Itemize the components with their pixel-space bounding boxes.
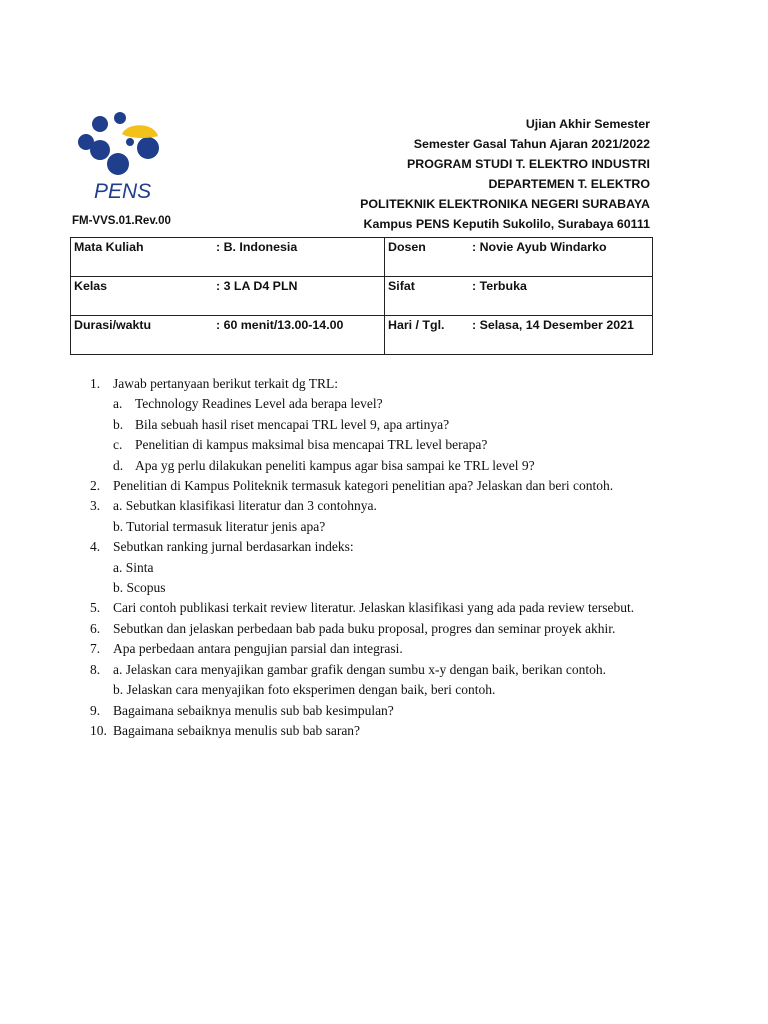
question-7 [90,639,680,659]
info-cell [385,277,653,316]
question-text: a. Jelaskan cara menyajikan gambar grafik dengan sumbu x-y dengan baik, berikan contoh. [113,661,606,677]
question-number: 5. [90,600,101,616]
info-row [71,277,653,316]
form-code: FM-VVS.01.Rev.00 [72,215,171,227]
question-3b: b. Tutorial termasuk literatur jenis apa? [113,518,326,534]
question-8b: b. Jelaskan cara menyajikan foto eksperimen dengan baik, beri contoh. [113,682,496,698]
sub-text: Apa yg perlu dilakukan peneliti kampus agar bisa sampai ke TRL level 9? [135,457,535,473]
lecturer-label: Dosen [388,240,426,254]
sub-letter: c. [113,437,123,453]
course-value: : B. Indonesia [216,240,298,254]
question-number: 7. [90,641,101,657]
question-10 [90,721,680,741]
header-line-institution: POLITEKNIK ELEKTRONIKA NEGERI SURABAYA [360,197,650,211]
sub-text: Penelitian di kampus maksimal bisa mencapai TRL level berapa? [135,437,488,453]
question-9 [90,701,680,721]
header-line-exam: Ujian Akhir Semester [525,117,650,131]
date-label: Hari / Tgl. [388,318,445,332]
course-label: Mata Kuliah [74,240,144,254]
question-2 [90,476,680,496]
exam-info-table [70,237,653,355]
question-text: Cari contoh publikasi terkait review literatur. Jelaskan klasifikasi yang ada pada review tersebut. [113,600,635,616]
lecturer-value: : Novie Ayub Windarko [472,240,607,254]
question-6 [90,619,680,639]
question-text: Penelitian di Kampus Politeknik termasuk kategori penelitian apa? Jelaskan dan beri contoh. [113,478,614,494]
question-4a: a. Sinta [113,559,154,575]
info-cell [71,238,385,277]
class-value: : 3 LA D4 PLN [216,279,298,293]
question-1a [90,394,680,414]
exam-header [360,114,650,234]
sub-letter: b. [113,416,124,432]
info-cell [385,238,653,277]
pens-logo-mark [72,108,172,204]
question-text: Bagaimana sebaiknya menulis sub bab saran? [113,722,361,738]
question-text: a. Sebutkan klasifikasi literatur dan 3 contohnya. [113,498,377,514]
question-list [90,374,680,741]
info-cell [71,316,385,355]
date-value: : Selasa, 14 Desember 2021 [472,318,634,332]
question-number: 8. [90,661,101,677]
question-number: 6. [90,620,101,636]
nature-label: Sifat [388,279,415,293]
duration-value: : 60 menit/13.00-14.00 [216,318,344,332]
info-row [71,316,653,355]
header-line-program: PROGRAM STUDI T. ELEKTRO INDUSTRI [407,157,650,171]
question-number: 1. [90,376,101,391]
header-line-semester: Semester Gasal Tahun Ajaran 2021/2022 [413,137,650,151]
question-1 [90,374,680,394]
question-8 [90,660,680,680]
question-number: 10. [90,722,107,738]
sub-letter: d. [113,457,124,473]
question-text: Apa perbedaan antara pengujian parsial dan integrasi. [113,641,403,657]
sub-text: Technology Readines Level ada berapa level? [135,396,383,412]
question-text: Sebutkan dan jelaskan perbedaan bab pada buku proposal, progres dan seminar proyek akhir. [113,620,616,636]
nature-value: : Terbuka [472,279,527,293]
question-1d [90,456,680,476]
pens-logo-text: PENS [94,180,152,203]
question-number: 9. [90,702,101,718]
duration-label: Durasi/waktu [74,318,152,332]
question-4b: b. Scopus [113,580,166,596]
question-4 [90,537,680,557]
question-number: 2. [90,478,101,494]
question-number: 3. [90,498,101,514]
pens-logo [72,108,172,204]
question-1c [90,435,680,455]
class-label: Kelas [74,279,108,293]
header-line-department: DEPARTEMEN T. ELEKTRO [488,177,650,191]
info-row [71,238,653,277]
question-text: Sebutkan ranking jurnal berdasarkan indeks: [113,539,354,555]
question-3 [90,496,680,516]
info-cell [71,277,385,316]
question-text: Bagaimana sebaiknya menulis sub bab kesimpulan? [113,702,394,718]
question-5 [90,598,680,618]
sub-text: Bila sebuah hasil riset mencapai TRL level 9, apa artinya? [135,416,450,432]
question-text: Jawab pertanyaan berikut terkait dg TRL: [113,376,339,391]
question-1b [90,415,680,435]
header-line-address: Kampus PENS Keputih Sukolilo, Surabaya 60111 [363,217,650,231]
question-number: 4. [90,539,101,555]
info-cell [385,316,653,355]
sub-letter: a. [113,396,123,412]
